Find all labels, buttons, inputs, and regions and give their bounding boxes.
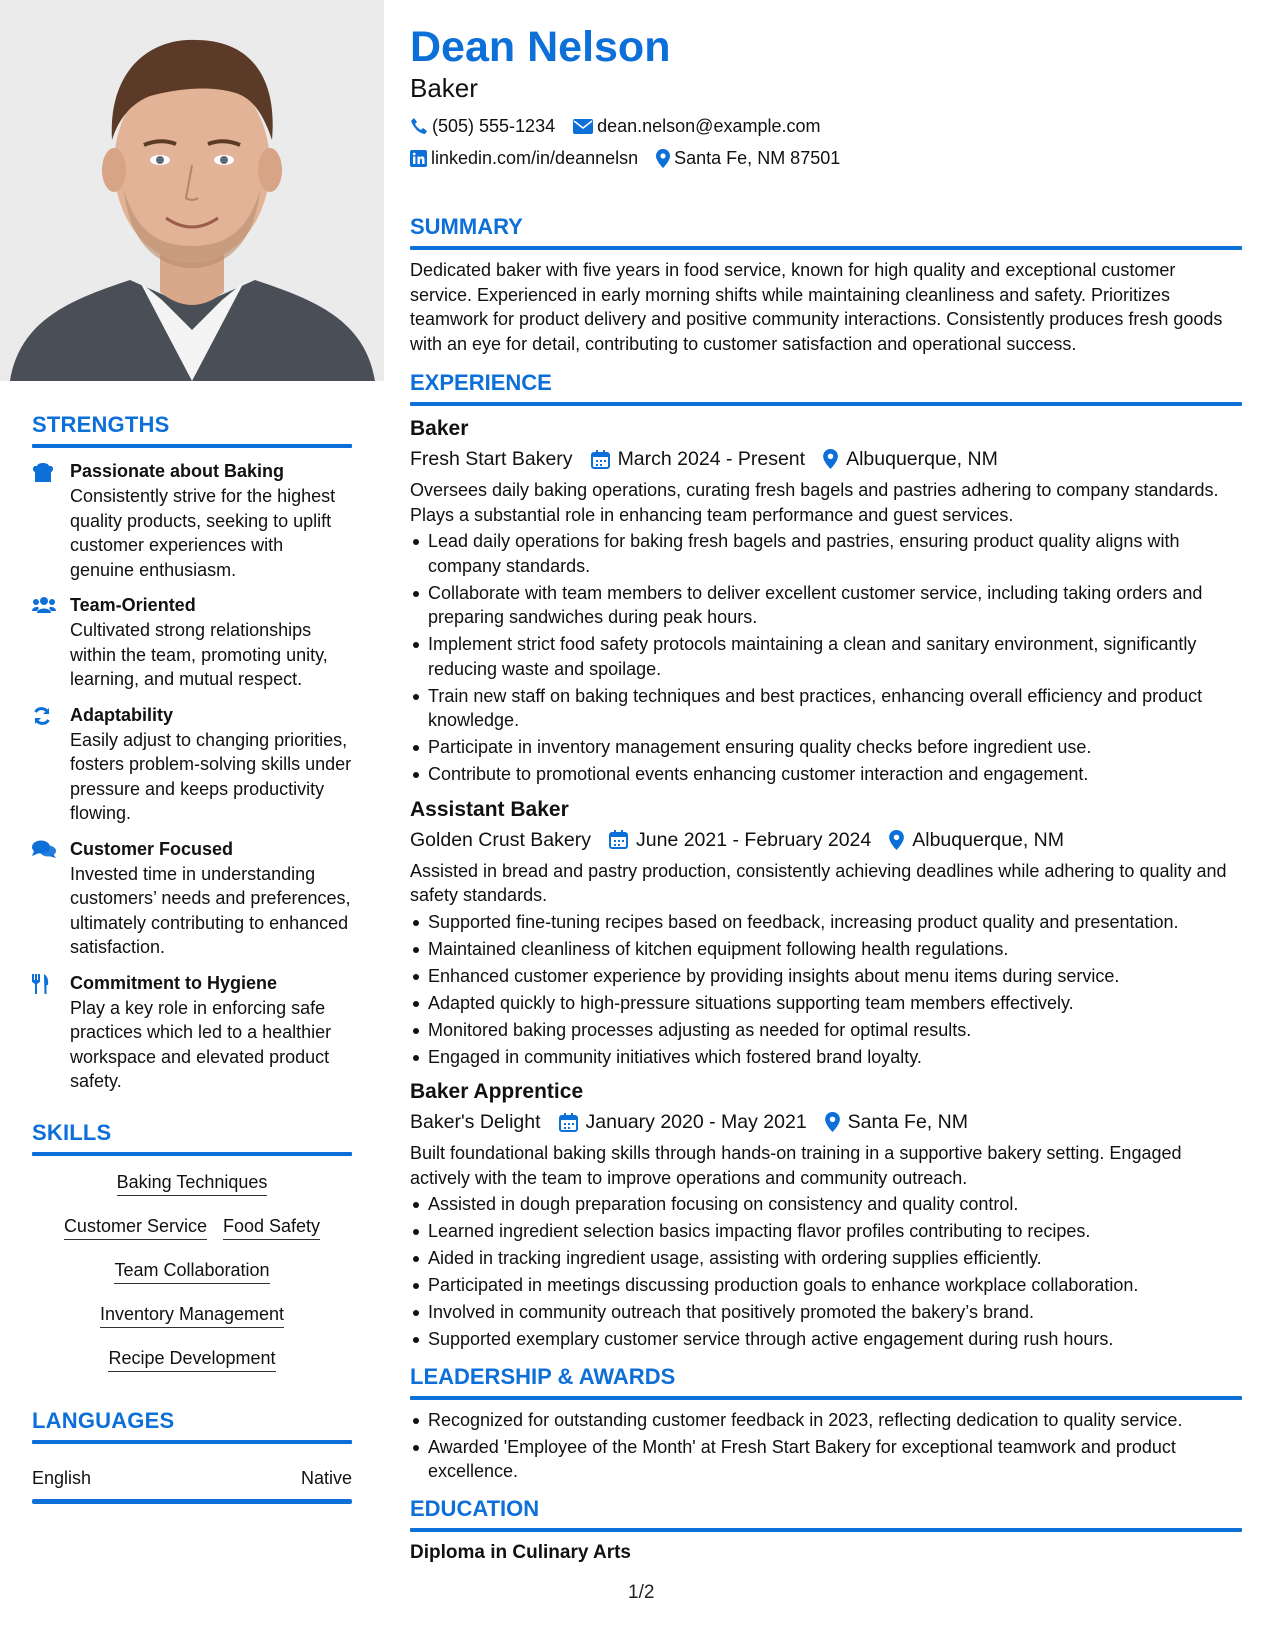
awards-list bbox=[410, 1408, 1242, 1484]
strength-item bbox=[32, 460, 352, 582]
sidebar-content bbox=[32, 412, 352, 1504]
sync-icon bbox=[32, 704, 70, 826]
language-level: Native bbox=[300, 1467, 352, 1488]
sidebar bbox=[0, 0, 384, 1650]
list-item: Supported fine-tuning recipes based on feedback, increasing product quality and presentation. bbox=[410, 910, 1242, 935]
strength-item bbox=[32, 704, 352, 826]
chef-hat-icon bbox=[32, 460, 70, 582]
strength-title: Adaptability bbox=[70, 704, 174, 725]
phone-contact bbox=[410, 110, 555, 142]
list-item: Lead daily operations for baking fresh bagels and pastries, ensuring product quality aligns with company standards. bbox=[410, 529, 1242, 578]
list-item: Enhanced customer experience by providing insights about menu items during service. bbox=[410, 964, 1242, 989]
summary-title: SUMMARY bbox=[410, 214, 523, 239]
language-item bbox=[32, 1468, 352, 1489]
contact-info bbox=[410, 110, 1242, 174]
strength-title: Passionate about Baking bbox=[70, 461, 285, 481]
job-location: Albuquerque, NM bbox=[846, 448, 998, 470]
map-pin-icon bbox=[825, 1112, 840, 1132]
list-item: Involved in community outreach that positively promoted the bakery’s brand. bbox=[410, 1300, 1242, 1325]
summary-rule bbox=[410, 246, 1242, 250]
list-item: Participate in inventory management ensuring quality checks before ingredient use. bbox=[410, 735, 1242, 760]
strength-desc: Easily adjust to changing priorities, fosters problem-solving skills under pressure and keeps productivity flowing. bbox=[70, 729, 352, 823]
job-bullets bbox=[410, 529, 1242, 787]
list-item: Assisted in dough preparation focusing on consistency and quality control. bbox=[410, 1192, 1242, 1217]
job-dates: January 2020 - May 2021 bbox=[585, 1111, 807, 1133]
company-name: Baker's Delight bbox=[410, 1111, 541, 1133]
phone-text: (505) 555-1234 bbox=[432, 116, 556, 136]
job-summary: Oversees daily baking operations, curating fresh bagels and pastries adhering to company standards. Plays a substantial role in enhancing team performance and guest services. bbox=[410, 480, 1219, 525]
languages-rule bbox=[32, 1440, 352, 1444]
list-item: Supported exemplary customer service through active engagement during rush hours. bbox=[410, 1327, 1242, 1352]
strengths-rule bbox=[32, 444, 352, 448]
strength-desc: Cultivated strong relationships within the team, promoting unity, learning, and mutual respect. bbox=[70, 620, 328, 689]
location-contact bbox=[656, 142, 840, 174]
summary-text: Dedicated baker with five years in food service, known for high quality and exceptional customer service. Experienced in early morning shifts while maintaining cleanliness and safety. Prioritizes teamwork for product delivery and positive community interactions. Consistently produces fresh goods with an eye for detail, contributing to customer satisfaction and operational success. bbox=[410, 260, 1223, 354]
skill-tag: Baking Techniques bbox=[117, 1170, 268, 1196]
profile-photo bbox=[0, 0, 384, 381]
calendar-icon bbox=[559, 1113, 578, 1132]
list-item: Collaborate with team members to deliver excellent customer service, including taking orders and preparing sandwiches during peak hours. bbox=[410, 581, 1242, 630]
strength-item bbox=[32, 972, 352, 1094]
linkedin-icon bbox=[410, 150, 427, 167]
language-proficiency-bar bbox=[32, 1499, 352, 1504]
job-dates: June 2021 - February 2024 bbox=[636, 828, 872, 851]
phone-icon bbox=[410, 117, 428, 135]
linkedin-contact[interactable] bbox=[410, 142, 638, 174]
job-location: Albuquerque, NM bbox=[912, 828, 1065, 851]
candidate-role: Baker bbox=[410, 73, 478, 103]
strength-title: Team-Oriented bbox=[70, 595, 196, 615]
skill-tag: Recipe Development bbox=[108, 1346, 275, 1372]
candidate-name: Dean Nelson bbox=[410, 23, 671, 71]
users-icon bbox=[32, 594, 70, 692]
strength-desc: Play a key role in enforcing safe practices which led to a healthier workspace and elevated product safety. bbox=[70, 997, 332, 1091]
job-entry bbox=[410, 414, 1242, 787]
page-number: 1/2 bbox=[628, 1582, 655, 1603]
list-item: Monitored baking processes adjusting as needed for optimal results. bbox=[410, 1018, 1242, 1043]
list-item: Train new staff on baking techniques and best practices, enhancing overall efficiency and product knowledge. bbox=[410, 684, 1242, 733]
list-item: Aided in tracking ingredient usage, assisting with ordering supplies efficiently. bbox=[410, 1246, 1242, 1271]
email-contact[interactable] bbox=[573, 110, 820, 142]
skill-tag: Food Safety bbox=[223, 1214, 320, 1240]
job-bullets bbox=[410, 910, 1242, 1070]
experience-rule bbox=[410, 402, 1242, 406]
skills-rule bbox=[32, 1152, 352, 1156]
job-dates: March 2024 - Present bbox=[617, 448, 806, 470]
job-summary: Built foundational baking skills through hands-on training in a supportive bakery setting. Engaged actively with the team to improve operations and community outreach. bbox=[410, 1143, 1182, 1188]
languages-title: LANGUAGES bbox=[32, 1407, 175, 1433]
list-item: Adapted quickly to high-pressure situations supporting team members effectively. bbox=[410, 991, 1242, 1016]
education-item: Diploma in Culinary Arts bbox=[410, 1541, 631, 1563]
language-name: English bbox=[32, 1467, 92, 1488]
strength-item bbox=[32, 594, 352, 692]
strength-desc: Consistently strive for the highest quality products, seeking to uplift customer experiences with genuine enthusiasm. bbox=[70, 486, 336, 580]
list-item: Awarded 'Employee of the Month' at Fresh Start Bakery for exceptional teamwork and product excellence. bbox=[410, 1435, 1242, 1484]
job-bullets bbox=[410, 1192, 1242, 1352]
linkedin-text: linkedin.com/in/deannelsn bbox=[431, 148, 639, 168]
skills-list bbox=[32, 1170, 352, 1372]
map-pin-icon bbox=[823, 449, 838, 469]
skill-tag: Team Collaboration bbox=[114, 1258, 269, 1284]
job-summary: Assisted in bread and pastry production, consistently achieving deadlines while adhering to quality and safety standards. bbox=[410, 860, 1227, 905]
list-item: Implement strict food safety protocols maintaining a clean and sanitary environment, significantly reducing waste and spoilage. bbox=[410, 632, 1242, 681]
envelope-icon bbox=[573, 119, 593, 134]
comments-icon bbox=[32, 838, 70, 960]
main-content bbox=[410, 22, 1242, 1564]
list-item: Maintained cleanliness of kitchen equipment following health regulations. bbox=[410, 937, 1242, 962]
job-entry bbox=[410, 795, 1242, 1070]
strength-desc: Invested time in understanding customers’ needs and preferences, ultimately contributing to enhanced satisfaction. bbox=[70, 863, 351, 957]
job-title: Baker Apprentice bbox=[410, 1080, 584, 1103]
company-name: Fresh Start Bakery bbox=[410, 448, 573, 470]
job-title: Assistant Baker bbox=[410, 797, 569, 821]
awards-rule bbox=[410, 1396, 1242, 1400]
skill-tag: Inventory Management bbox=[100, 1302, 284, 1328]
awards-title: LEADERSHIP & AWARDS bbox=[410, 1363, 676, 1389]
education-title: EDUCATION bbox=[410, 1495, 540, 1521]
experience-title: EXPERIENCE bbox=[410, 370, 552, 395]
skill-tag: Customer Service bbox=[64, 1214, 207, 1240]
strength-item bbox=[32, 838, 352, 960]
strengths-title: STRENGTHS bbox=[32, 412, 170, 437]
utensils-icon bbox=[32, 972, 70, 1094]
map-pin-icon bbox=[656, 149, 670, 168]
job-entry bbox=[410, 1077, 1242, 1352]
location-text: Santa Fe, NM 87501 bbox=[674, 148, 841, 168]
list-item: Recognized for outstanding customer feedback in 2023, reflecting dedication to quality service. bbox=[410, 1408, 1242, 1433]
list-item: Contribute to promotional events enhancing customer interaction and engagement. bbox=[410, 762, 1242, 787]
company-name: Golden Crust Bakery bbox=[410, 828, 591, 851]
email-text: dean.nelson@example.com bbox=[597, 116, 821, 136]
calendar-icon bbox=[609, 830, 628, 849]
map-pin-icon bbox=[889, 830, 904, 850]
calendar-icon bbox=[591, 450, 610, 469]
list-item: Learned ingredient selection basics impacting flavor profiles contributing to recipes. bbox=[410, 1219, 1242, 1244]
education-rule bbox=[410, 1528, 1242, 1532]
strength-title: Customer Focused bbox=[70, 838, 234, 859]
strength-title: Commitment to Hygiene bbox=[70, 972, 278, 993]
skills-title: SKILLS bbox=[32, 1119, 112, 1145]
list-item: Engaged in community initiatives which fostered brand loyalty. bbox=[410, 1045, 1242, 1070]
list-item: Participated in meetings discussing production goals to enhance workplace collaboration. bbox=[410, 1273, 1242, 1298]
job-title: Baker bbox=[410, 417, 469, 440]
job-location: Santa Fe, NM bbox=[847, 1111, 968, 1133]
